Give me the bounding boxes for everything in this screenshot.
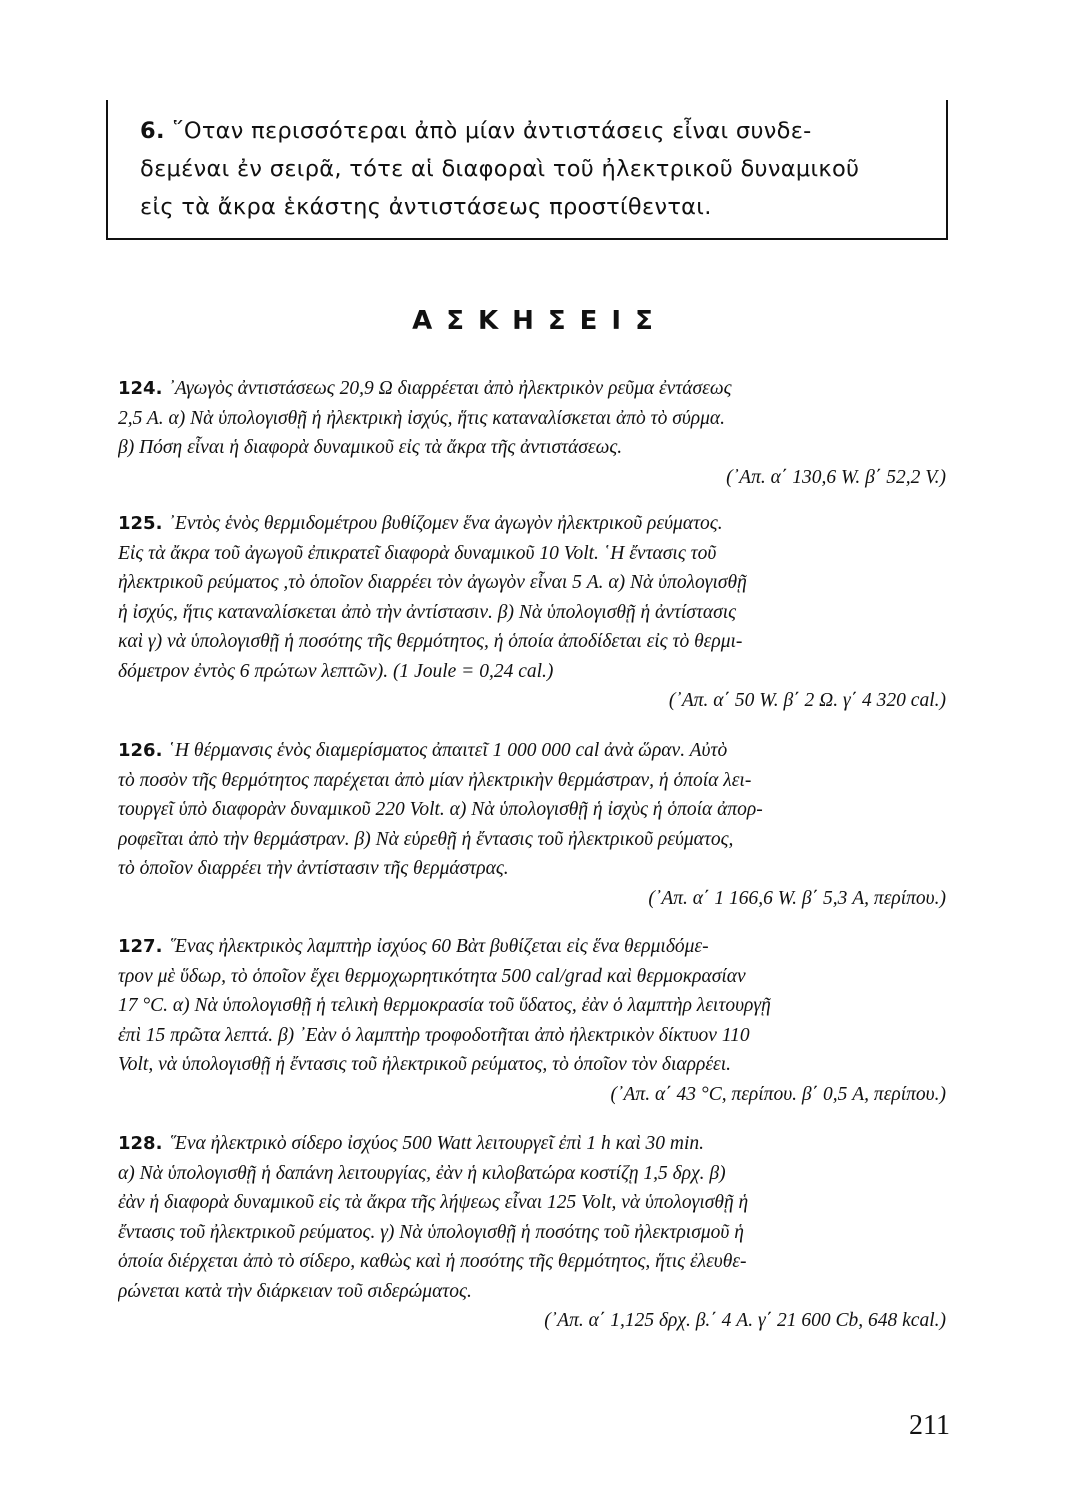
exercise-line: τρον μὲ ὕδωρ, τὸ ὁποῖον ἔχει θερμοχωρητικότητα 500 cal/grad καὶ θερμοκρασίαν <box>118 965 746 987</box>
section-heading: ΑΣΚΗΣΕΙΣ <box>412 306 667 336</box>
exercise-line: δόμετρον ἐντὸς 6 πρώτων λεπτῶν). (1 Joule = 0,24 cal.) <box>118 660 554 682</box>
exercise-line: 17 °C. α) Νὰ ὑπολογισθῇ ἡ τελικὴ θερμοκρασία τοῦ ὕδατος, ἐὰν ὁ λαμπτὴρ λειτουργῇ <box>118 995 771 1016</box>
exercise-line: Volt, νὰ ὑπολογισθῇ ἡ ἔντασις τοῦ ἠλεκτρικοῦ ρεύματος, τὸ ὁποῖον τὸν διαρρέει. <box>118 1054 732 1075</box>
rule-line: δεμέναι ἐν σειρᾶ, τότε αἱ διαφοραὶ τοῦ ἠλεκτρικοῦ δυναμικοῦ <box>140 156 860 182</box>
exercise-line: Εἰς τὰ ἄκρα τοῦ ἀγωγοῦ ἐπικρατεῖ διαφορὰ δυναμικοῦ 10 Volt. ῾Η ἔντασις τοῦ <box>118 542 717 564</box>
exercise-line: ἐπὶ 15 πρῶτα λεπτά. β) ᾿Εὰν ὁ λαμπτὴρ τροφοδοτῆται ἀπὸ ἠλεκτρικὸν δίκτυον 110 <box>118 1024 750 1046</box>
exercise-line: 2,5 A. α) Νὰ ὑπολογισθῇ ἡ ἠλεκτρικὴ ἰσχύς, ἥτις καταναλίσκεται ἀπὸ τὸ σύρμα. <box>118 407 726 429</box>
exercise-line: ροφεῖται ἀπὸ τὴν θερμάστραν. β) Νὰ εὑρεθῇ ἡ ἔντασις τοῦ ἠλεκτρικοῦ ρεύματος, <box>118 828 734 850</box>
exercise-number: 128. <box>118 1133 163 1154</box>
exercise-line <box>118 736 954 766</box>
exercise-number: 124. <box>118 378 163 399</box>
rule-line-text: ῞Οταν περισσότεραι ἀπὸ μίαν ἀντιστάσεις εἶναι συνδε- <box>172 118 812 144</box>
exercise-line: τὸ ποσὸν τῆς θερμότητος παρέχεται ἀπὸ μίαν ἠλεκτρικὴν θερμάστραν, ἡ ὁποία λει- <box>118 769 752 791</box>
exercise-line: καὶ γ) νὰ ὑπολογισθῇ ἡ ποσότης τῆς θερμότητος, ἡ ὁποία ἀποδίδεται εἰς τὸ θερμι- <box>118 631 743 652</box>
exercise-126 <box>118 736 954 913</box>
exercise-number: 125. <box>118 513 163 534</box>
exercise-line: β) Πόση εἶναι ἡ διαφορὰ δυναμικοῦ εἰς τὰ ἄκρα τῆς ἀντιστάσεως. <box>118 437 623 458</box>
exercise-line <box>118 374 954 404</box>
exercise-line-text: ᾿Εντὸς ἑνὸς θερμιδομέτρου βυθίζομεν ἕνα ἀγωγὸν ἠλεκτρικοῦ ρεύματος. <box>168 513 723 534</box>
exercise-line-text: ᾿Αγωγὸς ἀντιστάσεως 20,9 Ω διαρρέεται ἀπὸ ἠλεκτρικὸν ρεῦμα ἐντάσεως <box>168 378 732 399</box>
exercise-line: ἡ ἰσχύς, ἥτις καταναλίσκεται ἀπὸ τὴν ἀντίστασιν. β) Νὰ ὑπολογισθῇ ἡ ἀντίστασις <box>118 601 737 623</box>
exercise-line: α) Νὰ ὑπολογισθῇ ἡ δαπάνη λειτουργίας, ἐὰν ἡ κιλοβατώρα κοστίζῃ 1,5 δρχ. β) <box>118 1162 726 1184</box>
exercise-line: ὁποία διέρχεται ἀπὸ τὸ σίδερο, καθὼς καὶ ἡ ποσότης τῆς θερμότητος, ἥτις ἐλευθε- <box>118 1251 747 1272</box>
rule-number: 6. <box>140 118 165 144</box>
exercise-answer: (᾿Απ. α΄ 1,125 δρχ. β.΄ 4 A. γ΄ 21 600 Cb, 648 kcal.) <box>544 1310 946 1331</box>
exercise-124 <box>118 374 954 492</box>
exercise-answer: (᾿Απ. α΄ 43 °C, περίπου. β΄ 0,5 A, περίπου.) <box>610 1083 946 1105</box>
exercise-125 <box>118 509 954 716</box>
exercise-line: ἔντασις τοῦ ἠλεκτρικοῦ ρεύματος. γ) Νὰ ὑπολογισθῇ ἡ ποσότης τοῦ ἠλεκτρισμοῦ ἡ <box>118 1221 744 1243</box>
exercise-line-text: ῾Η θέρμανσις ἑνὸς διαμερίσματος ἀπαιτεῖ 1 000 000 cal ἀνὰ ὥραν. Αὐτὸ <box>168 740 728 761</box>
exercise-answer: (᾿Απ. α΄ 1 166,6 W. β΄ 5,3 A, περίπου.) <box>648 887 946 909</box>
exercise-line <box>118 932 954 962</box>
exercise-answer: (᾿Απ. α΄ 50 W. β΄ 2 Ω. γ΄ 4 320 cal.) <box>668 690 946 711</box>
exercise-number: 127. <box>118 936 163 957</box>
page-number: 211 <box>909 1410 950 1441</box>
exercise-127 <box>118 932 954 1109</box>
exercise-line: τουργεῖ ὑπὸ διαφορὰν δυναμικοῦ 220 Volt. α) Νὰ ὑπολογισθῇ ἡ ἰσχὺς ἡ ὁποία ἀπορ- <box>118 799 763 820</box>
exercise-line: ἠλεκτρικοῦ ρεύματος ,τὸ ὁποῖον διαρρέει τὸν ἀγωγὸν εἶναι 5 A. α) Νὰ ὑπολογισθῇ <box>118 572 747 593</box>
exercise-line-text: ῞Ενα ἠλεκτρικὸ σίδερο ἰσχύος 500 Watt λειτουργεῖ ἐπὶ 1 h καὶ 30 min. <box>168 1133 705 1154</box>
exercise-128 <box>118 1129 954 1336</box>
exercise-line-text: ῞Ενας ἠλεκτρικὸς λαμπτὴρ ἰσχύος 60 Βὰτ βυθίζεται εἰς ἕνα θερμιδόμε- <box>168 936 709 957</box>
exercise-line <box>118 509 954 539</box>
exercise-line: ρώνεται κατὰ τὴν διάρκειαν τοῦ σιδερώματος. <box>118 1280 472 1302</box>
exercise-number: 126. <box>118 740 163 761</box>
exercise-line: τὸ ὁποῖον διαρρέει τὴν ἀντίστασιν τῆς θερμάστρας. <box>118 858 509 879</box>
exercise-line <box>118 1129 954 1159</box>
rule-statement <box>140 112 940 226</box>
exercise-line: ἐὰν ἡ διαφορὰ δυναμικοῦ εἰς τὰ ἄκρα τῆς λήψεως εἶναι 125 Volt, νὰ ὑπολογισθῇ ἡ <box>118 1192 749 1213</box>
rule-line <box>140 112 940 150</box>
exercise-answer: (᾿Απ. α΄ 130,6 W. β΄ 52,2 V.) <box>726 466 946 488</box>
rule-line: εἰς τὰ ἄκρα ἑκάστης ἀντιστάσεως προστίθενται. <box>140 194 712 220</box>
